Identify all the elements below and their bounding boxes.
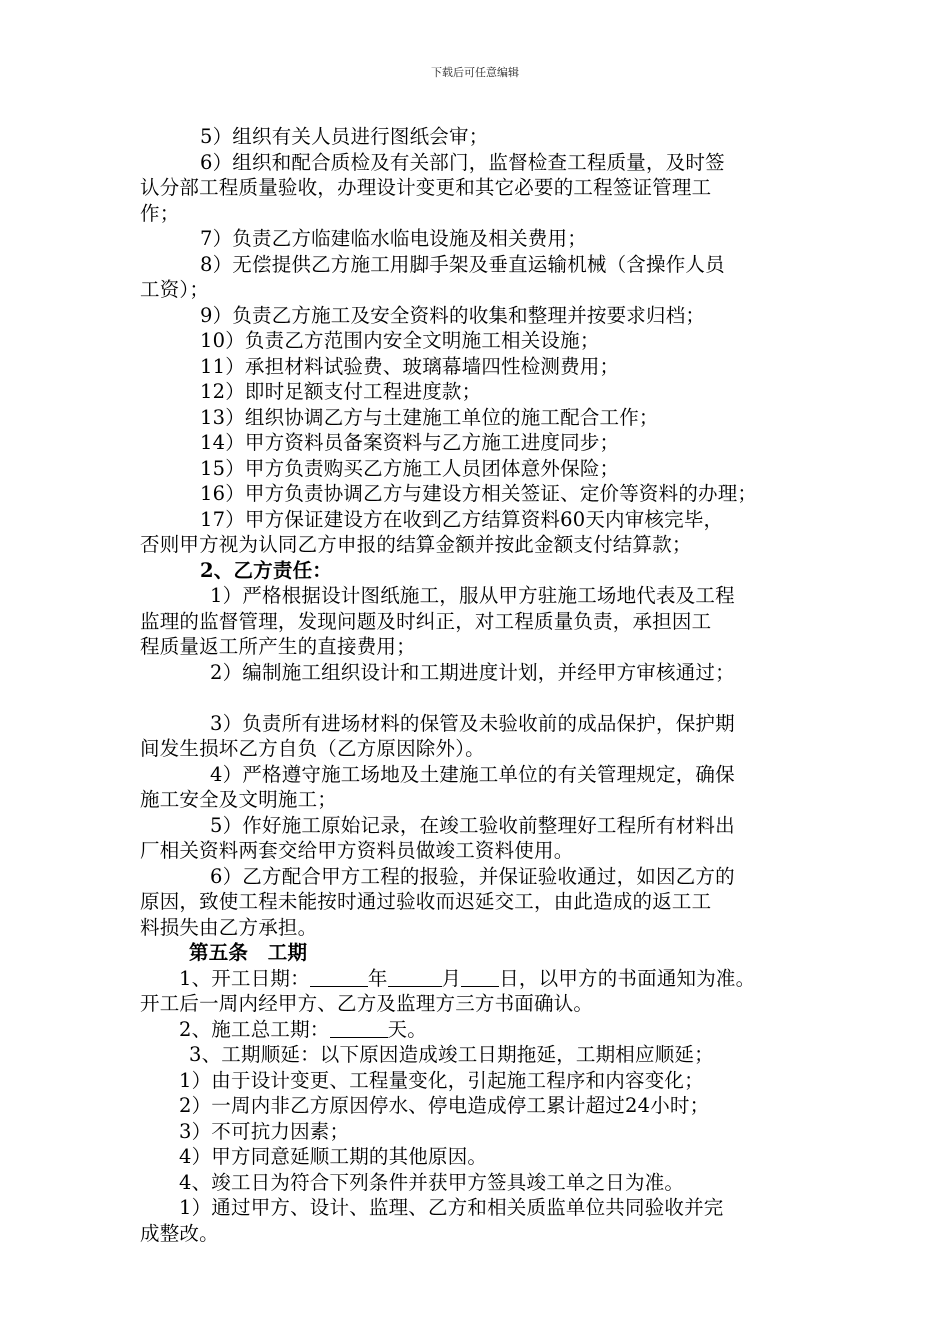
text-line: 开工后一周内经甲方、乙方及监理方三方书面确认。 (140, 992, 594, 1015)
days-label: 天。 (387, 1017, 427, 1041)
year-label: 年 (367, 966, 388, 990)
text-line: 4）严格遵守施工场地及土建施工单位的有关管理规定，确保 (210, 762, 735, 786)
text-line: 厂相关资料两套交给甲方资料员做竣工资料使用。 (140, 839, 574, 862)
text-line: 程质量返工所产生的直接费用； (140, 635, 416, 658)
page-header: 下载后可任意编辑 (431, 66, 519, 79)
text-line: 5）组织有关人员进行图纸会审； (200, 125, 489, 148)
section-heading-party-b: 2、乙方责任： (200, 558, 332, 582)
text-line: 14）甲方资料员备案资料与乙方施工进度同步； (200, 431, 620, 454)
days-blank (330, 1019, 388, 1038)
text-line: 16）甲方负责协调乙方与建设方相关签证、定价等资料的办理； (200, 482, 758, 505)
text-line: 1）严格根据设计图纸施工，服从甲方驻施工场地代表及工程 (210, 584, 735, 607)
text-line: 3）负责所有进场材料的保管及未验收前的成品保护，保护期 (210, 711, 735, 735)
text-line: 监理的监督管理，发现问题及时纠正，对工程质量负责，承担因工 (140, 609, 712, 633)
text-line: 间发生损坏乙方自负（乙方原因除外）。 (140, 737, 485, 760)
text-line: 4、竣工日为符合下列条件并获甲方签具竣工单之日为准。 (179, 1170, 685, 1194)
text-line: 4）甲方同意延顺工期的其他原因。 (179, 1145, 488, 1168)
text-line: 1）通过甲方、设计、监理、乙方和相关质监单位共同验收并完 (179, 1196, 724, 1219)
text-line: 11）承担材料试验费、玻璃幕墙四性检测费用； (200, 354, 620, 378)
start-date-suffix: 日，以甲方的书面通知为准。 (499, 966, 756, 990)
start-date-label: 1、开工日期： (179, 966, 310, 990)
text-line: 2）一周内非乙方原因停水、停电造成停工累计超过24小时； (179, 1094, 710, 1117)
text-line: 17）甲方保证建设方在收到乙方结算资料60天内审核完毕， (200, 507, 724, 531)
text-line: 1）由于设计变更、工程量变化，引起施工程序和内容变化； (179, 1068, 704, 1092)
text-line: 施工安全及文明施工； (140, 788, 338, 811)
text-line: 认分部工程质量验收，办理设计变更和其它必要的工程签证管理工 (140, 176, 712, 199)
text-line: 15）甲方负责购买乙方施工人员团体意外保险； (200, 456, 620, 480)
text-line-total-duration (140, 1017, 820, 1043)
blank-line (140, 685, 820, 711)
text-line: 10）负责乙方范围内安全文明施工相关设施； (200, 329, 600, 352)
day-blank (461, 968, 499, 987)
text-line: 9）负责乙方施工及安全资料的收集和整理并按要求归档； (200, 303, 706, 327)
text-line: 成整改。 (140, 1221, 219, 1245)
article-heading: 第五条 工期 (189, 941, 308, 964)
text-line: 作； (140, 201, 180, 225)
total-duration-label: 2、施工总工期： (179, 1017, 330, 1041)
text-line: 7）负责乙方临建临水临电设施及相关费用； (200, 227, 587, 250)
text-line: 8）无偿提供乙方施工用脚手架及垂直运输机械（含操作人员 (200, 252, 725, 276)
month-label: 月 (441, 966, 462, 990)
text-line: 原因，致使工程未能按时通过验收而迟延交工，由此造成的返工工 (140, 890, 712, 913)
text-line: 13）组织协调乙方与土建施工单位的施工配合工作； (200, 405, 659, 429)
text-line: 5）作好施工原始记录，在竣工验收前整理好工程所有材料出 (210, 813, 735, 837)
text-line-start-date (140, 966, 820, 992)
year-blank (310, 968, 368, 987)
text-line: 6）乙方配合甲方工程的报验，并保证验收通过，如因乙方的 (210, 864, 735, 888)
text-line: 料损失由乙方承担。 (140, 915, 318, 939)
text-line: 12）即时足额支付工程进度款； (200, 380, 482, 403)
text-line: 2）编制施工组织设计和工期进度计划，并经甲方审核通过； (210, 660, 735, 684)
text-line: 否则甲方视为认同乙方申报的结算金额并按此金额支付结算款； (140, 533, 692, 556)
text-line: 3）不可抗力因素； (179, 1119, 350, 1143)
text-line: 6）组织和配合质检及有关部门，监督检查工程质量，及时签 (200, 150, 725, 174)
document-body (140, 124, 820, 1246)
month-blank (388, 968, 442, 987)
text-line: 3、工期顺延：以下原因造成竣工日期拖延，工期相应顺延； (189, 1043, 714, 1066)
text-line: 工资）； (140, 278, 210, 301)
